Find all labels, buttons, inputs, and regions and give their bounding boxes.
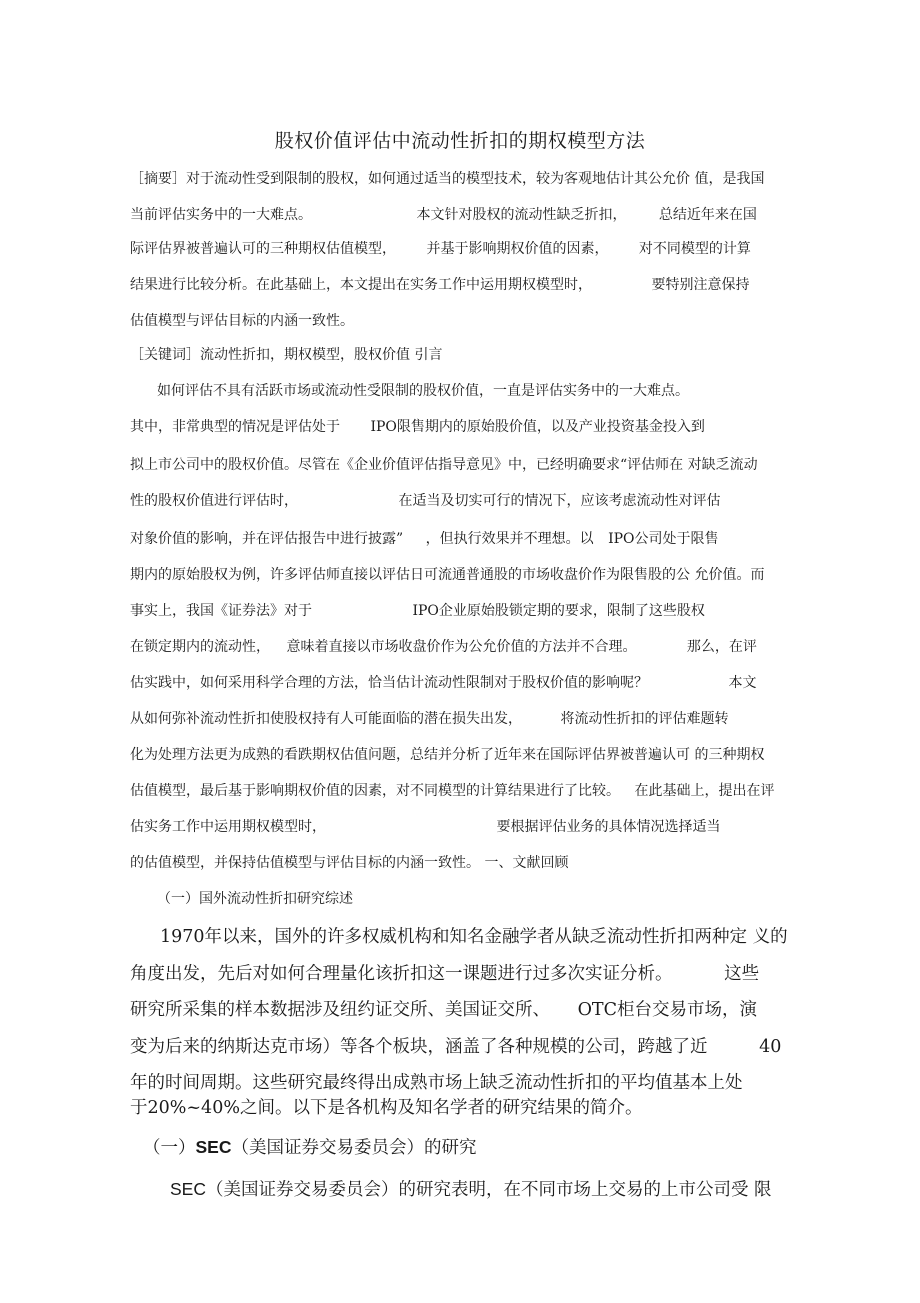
body-line: [130, 854, 568, 872]
text-segment: 结果进行比较分析。在此基础上，本文提出在实务工作中运用期权模型时，: [130, 277, 592, 293]
section-subheading: （一）国外流动性折扣研究综述: [157, 891, 353, 907]
text-segment: 并基于影响期权价值的因素，: [426, 241, 609, 257]
body-line: [130, 492, 720, 510]
text-segment: IPO企业原始股锁定期的要求，限制了这些股权: [412, 603, 705, 619]
paragraph-line: [170, 1178, 772, 1201]
text-segment: 在适当及切实可行的情况下，应该考虑流动性对评估: [398, 493, 721, 509]
text-segment: 要根据评估业务的具体情况选择适当: [496, 819, 721, 835]
text-segment: 拟上市公司中的股权价值。尽管在《企业价值评估指导意见》中，已经明确要求“评估师在 对缺乏流动: [130, 457, 758, 473]
document-title: 股权价值评估中流动性折扣的期权模型方法: [274, 130, 646, 152]
text-segment: 其中，非常典型的情况是评估处于: [130, 419, 340, 435]
text-segment: 在锁定期内的流动性，: [130, 639, 270, 655]
text-segment: 估实务工作中运用期权模型时，: [130, 819, 326, 835]
abstract-line: [130, 170, 764, 188]
text-segment: 那么，在评: [686, 639, 757, 655]
text-segment: 估实践中，如何采用科学合理的方法，恰当估计流动性限制对于股权价值的影响呢？: [130, 675, 648, 691]
abstract-line: [130, 312, 354, 330]
text-segment: 的估值模型，并保持估值模型与评估目标的内涵一致性。 一、文献回顾: [130, 855, 569, 871]
text-segment: 总结近年来在国: [658, 207, 757, 223]
body-line: [130, 782, 774, 800]
text-segment: 40: [759, 1037, 782, 1057]
text-segment: 要特别注意保持: [651, 277, 750, 293]
body-line: [130, 638, 757, 656]
text-segment: （美国证券交易委员会）的研究表明，在不同市场上交易的上市公司受 限: [205, 1180, 772, 1200]
body-line: [130, 456, 758, 474]
text-segment: 估值模型与评估目标的内涵一致性。: [130, 313, 354, 329]
text-segment: 从如何弥补流动性折扣使股权持有人可能面临的潜在损失出发，: [130, 711, 522, 727]
text-segment: 在此基础上，提出在评: [634, 783, 775, 799]
text-segment: 如何评估不具有活跃市场或流动性受限制的股权价值，一直是评估实务中的一大难点。: [157, 383, 689, 399]
text-segment: 年的时间周期。这些研究最终得出成熟市场上缺乏流动性折扣的平均值基本上处: [130, 1073, 743, 1093]
text-segment: ［摘要］对于流动性受到限制的股权，如何通过适当的模型技术，较为客观地估计其公允价 值，是我国: [130, 171, 765, 187]
body-line: [130, 746, 764, 764]
abstract-line: [130, 206, 757, 224]
body-line: [130, 818, 720, 836]
text-segment: 估值模型，最后基于影响期权价值的因素，对不同模型的计算结果进行了比较。: [130, 783, 620, 799]
paragraph-line: [130, 1097, 642, 1119]
text-segment: SEC: [170, 1179, 206, 1199]
paragraph-line: [130, 999, 757, 1021]
paragraph-line: [130, 1036, 781, 1058]
text-segment: 事实上，我国《证券法》对于: [130, 603, 312, 619]
text-segment: 本文: [728, 675, 757, 691]
subheading-rest: （美国证券交易委员会）的研究: [231, 1138, 477, 1158]
subheading-sec: SEC: [195, 1137, 232, 1157]
text-segment: 当前评估实务中的一大难点。: [130, 207, 312, 223]
abstract-line: [130, 240, 751, 258]
paragraph-line: [130, 963, 759, 985]
text-segment: 1970年以来，国外的许多权威机构和知名金融学者从缺乏流动性折扣两种定 义的: [160, 927, 788, 947]
body-line: [130, 418, 705, 436]
text-segment: 对不同模型的计算: [638, 241, 751, 257]
keywords-line: ［关键词］流动性折扣，期权模型，股权价值 引言: [130, 347, 443, 363]
text-segment: 角度出发，先后对如何合理量化该折扣这一课题进行过多次实证分析。: [130, 964, 673, 984]
text-segment: 于20%~40%之间。以下是各机构及知名学者的研究结果的简介。: [130, 1098, 643, 1118]
section-subheading: [143, 1136, 476, 1159]
text-segment: 意味着直接以市场收盘价作为公允价值的方法并不合理。: [286, 639, 637, 655]
text-segment: 变为后来的纳斯达克市场）等各个板块，涵盖了各种规模的公司，跨越了近: [130, 1037, 708, 1057]
text-segment: 这些: [724, 964, 760, 984]
text-segment: 将流动性折扣的评估难题转: [560, 711, 729, 727]
paragraph-line: [160, 926, 788, 948]
text-segment: OTC柜台交易市场，演: [577, 1000, 757, 1020]
body-line: [130, 710, 728, 728]
text-segment: 本文针对股权的流动性缺乏折扣，: [416, 207, 627, 223]
text-segment: ，但执行效果并不理想。以: [425, 531, 594, 547]
text-segment: 期内的原始股权为例，许多评估师直接以评估日可流通普通股的市场收盘价作为限售股的公 允价值。而: [130, 567, 765, 583]
body-line: [130, 530, 719, 548]
body-line: [157, 382, 689, 400]
text-segment: 性的股权价值进行评估时，: [130, 493, 298, 509]
text-segment: 际评估界被普遍认可的三种期权估值模型，: [130, 241, 396, 257]
text-segment: IPO公司处于限售: [608, 531, 719, 547]
body-line: [130, 602, 705, 620]
text-segment: 对象价值的影响，并在评估报告中进行披露”: [130, 531, 404, 547]
text-segment: 化为处理方法更为成熟的看跌期权估值问题，总结并分析了近年来在国际评估界被普遍认可 的三种期权: [130, 747, 765, 763]
text-segment: IPO限售期内的原始股价值，以及产业投资基金投入到: [370, 419, 705, 435]
body-line: [130, 566, 764, 584]
text-segment: 研究所采集的样本数据涉及纽约证交所、美国证交所、: [130, 1000, 550, 1020]
abstract-line: [130, 276, 749, 294]
body-line: [130, 674, 756, 692]
paragraph-line: [130, 1072, 743, 1094]
subheading-prefix: （一）: [143, 1138, 196, 1158]
